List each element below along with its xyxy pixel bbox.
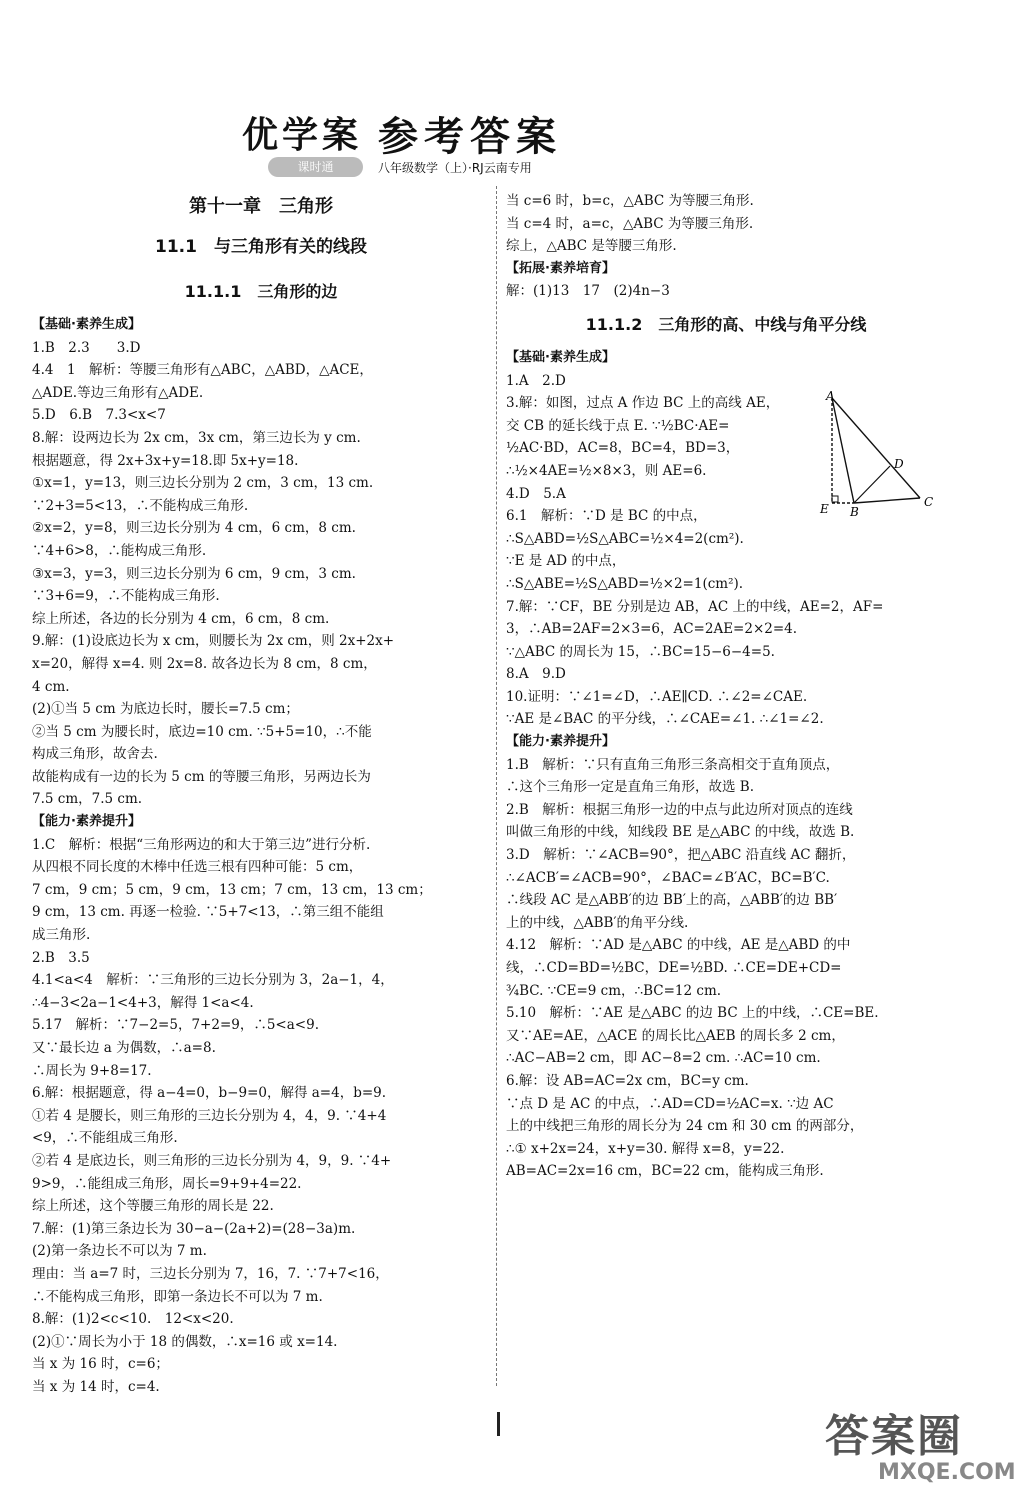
answer-line: 理由：当 a=7 时，三边长分别为 7，16，7. ∵7+7<16， (32, 1265, 389, 1282)
answer-line: ②当 5 cm 为腰长时，底边=10 cm. ∵5+5=10，∴不能 (32, 723, 372, 740)
left-answer-lines (32, 314, 490, 1399)
answer-line: ∴4−3<2a−1<4+3，解得 1<a<4. (32, 994, 254, 1011)
left-column (32, 190, 490, 1399)
watermark (800, 1400, 1016, 1490)
answer-line: 综上所述，这个等腰三角形的周长是 22. (32, 1198, 274, 1215)
watermark-url: MXQE.COM (878, 1460, 1016, 1485)
label-D: D (894, 457, 904, 471)
answer-line: 4.D 5.A (506, 485, 566, 502)
answer-line: 3，∴AB=2AF=2×3=6，AC=2AE=2×2=4. (506, 621, 798, 638)
answer-line: 叫做三角形的中线，知线段 BE 是△ABC 的中线，故选 B. (506, 824, 855, 841)
page-header (230, 105, 610, 185)
answer-line: 解：(1)13 17 (2)4n−3 (506, 283, 670, 300)
answer-line: ∵E 是 AD 的中点， (506, 553, 626, 570)
watermark-logo: 答案圈 (825, 1411, 963, 1462)
answer-line: 当 x 为 14 时，c=4. (32, 1378, 160, 1395)
answer-line: 5.D 6.B 7.3<x<7 (32, 407, 166, 424)
answer-line: 6.解：设 AB=AC=2x cm，BC=y cm. (506, 1072, 749, 1089)
answer-line: 1.B 2.3 3.D (32, 339, 141, 356)
answer-line: 上的中线把三角形的周长分为 24 cm 和 30 cm 的两部分， (506, 1118, 864, 1135)
answer-line: ∴AC−AB=2 cm，即 AC−8=2 cm. ∴AC=10 cm. (506, 1050, 821, 1067)
brand-sub-badge: 课时通 (268, 157, 363, 177)
page-title: 参考答案 (378, 114, 562, 160)
answer-line: 又∵AE=AE，△ACE 的周长比△AEB 的周长多 2 cm， (506, 1027, 845, 1044)
section-label: 【基础·素养生成】 (506, 349, 615, 365)
answer-line: ∵4+6>8，∴能构成三角形. (32, 542, 207, 559)
answer-line: 综上所述，各边的长分别为 4 cm，6 cm，8 cm. (32, 610, 330, 627)
answer-line: 3.D 解析：∵∠ACB=90°，把△ABC 沿直线 AC 翻折， (506, 847, 856, 864)
answer-line: ∴∠ACB′=∠ACB=90°，∠BAC=∠B′AC，BC=B′C. (506, 869, 830, 886)
answer-line: ∴① x+2x=24，x+y=30. 解得 x=8，y=22. (506, 1140, 785, 1157)
answer-line: 构成三角形，故舍去. (32, 746, 158, 763)
right-column (506, 190, 946, 1183)
answer-line: ①x=1，y=13，则三边长分别为 2 cm，3 cm，13 cm. (32, 475, 374, 492)
answer-line: ∴周长为 9+8=17. (32, 1062, 152, 1079)
answer-line: ∵点 D 是 AC 的中点，∴AD=CD=½AC=x. ∵边 AC (506, 1095, 834, 1112)
answer-line: ∵2+3=5<13，∴不能构成三角形. (32, 497, 249, 514)
answer-line: △ADE.等边三角形有△ADE. (32, 384, 204, 401)
answer-line: 4.4 1 解析：等腰三角形有△ABC，△ABD，△ACE， (32, 362, 373, 379)
answer-line: ∴不能构成三角形，即第一条边长不可以为 7 m. (32, 1288, 323, 1305)
page-marker (497, 1412, 500, 1436)
answer-line: x=20，解得 x=4. 则 2x=8. 故各边长为 8 cm，8 cm， (32, 655, 377, 672)
answer-line: ∵3+6=9，∴不能构成三角形. (32, 588, 220, 605)
answer-line: 当 c=6 时，b=c，△ABC 为等腰三角形. (506, 193, 754, 209)
answer-line: 10.证明：∵∠1=∠D，∴AE∥CD. ∴∠2=∠CAE. (506, 688, 808, 705)
answer-line: (2)第一条边长不可以为 7 m. (32, 1243, 207, 1260)
label-A: A (826, 389, 835, 403)
answer-line: 7 cm，9 cm；5 cm，9 cm，13 cm；7 cm，13 cm，13 cm； (32, 881, 432, 898)
label-E: E (820, 502, 829, 516)
answer-line: ∴这个三角形一定是直角三角形，故选 B. (506, 779, 755, 796)
answer-line: 3.解：如图，过点 A 作边 BC 上的高线 AE， (506, 395, 780, 412)
answer-line: ∴S△ABD=½S△ABC=½×4=2(cm²). (506, 530, 744, 547)
answer-line: 9>9，∴能组成三角形，周长=9+9+4=22. (32, 1175, 302, 1192)
answer-line: 从四根不同长度的木棒中任选三根有四种可能：5 cm， (32, 859, 363, 876)
answer-line: (2)①∵周长为小于 18 的偶数，∴x=16 或 x=14. (32, 1333, 338, 1350)
answer-line: 6.1 解析：∵D 是 BC 的中点， (506, 508, 707, 525)
answer-line: 当 c=4 时，a=c，△ABC 为等腰三角形. (506, 215, 754, 232)
section-label: 【能力·素养提升】 (32, 814, 141, 830)
answer-line: ¾BC. ∵CE=9 cm，∴BC=12 cm. (506, 982, 722, 999)
section-label: 【基础·素养生成】 (32, 317, 141, 332)
answer-line: 综上，△ABC 是等腰三角形. (506, 238, 677, 255)
answer-line: 7.解：(1)第三条边长为 30−a−(2a+2)=(28−3a)m. (32, 1220, 356, 1237)
answer-line: 当 x 为 16 时，c=6； (32, 1356, 169, 1373)
answer-line: 8.解：(1)2<c<10. 12<x<20. (32, 1311, 234, 1328)
answer-line: 根据题意，得 2x+3x+y=18.即 5x+y=18. (32, 452, 299, 469)
answer-line: 9 cm，13 cm. 再逐一检验. ∵5+7<13，∴第三组不能组 (32, 904, 384, 921)
brand-logo: 优学案 (242, 115, 363, 156)
answer-line: (2)①当 5 cm 为底边长时，腰长=7.5 cm； (32, 701, 299, 718)
answer-line: 1.B 解析：∵只有直角三角形三条高相交于直角顶点， (506, 756, 840, 773)
section-label: 【能力·素养提升】 (506, 734, 615, 750)
subsection-title-2: 11.1.2 三角形的高、中线与角平分线 (585, 314, 867, 334)
answer-line: 7.5 cm，7.5 cm. (32, 791, 143, 808)
answer-line: 1.A 2.D (506, 372, 566, 389)
label-C: C (924, 495, 934, 509)
section-title: 11.1 与三角形有关的线段 (155, 237, 367, 257)
answer-line: 6.解：根据题意，得 a−4=0，b−9=0，解得 a=4，b=9. (32, 1085, 387, 1102)
answer-line: 故能构成有一边的长为 5 cm 的等腰三角形，另两边长为 (32, 768, 371, 785)
answer-line: ∵△ABC 的周长为 15，∴BC=15−6−4=5. (506, 643, 775, 660)
answer-line: 5.17 解析：∵7−2=5，7+2=9，∴5<a<9. (32, 1017, 319, 1034)
right-top-answer-lines (506, 190, 946, 303)
answer-line: 2.B 3.5 (32, 949, 90, 966)
answer-line: ②若 4 是底边长，则三角形的三边长分别为 4，9，9. ∵4+ (32, 1152, 392, 1169)
section-label: 【拓展·素养培育】 (506, 260, 615, 276)
answer-line: 7.解：∵CF，BE 分别是边 AB，AC 上的中线，AE=2，AF= (506, 598, 884, 615)
answer-line: ∴线段 AC 是△ABB′的边 BB′上的高，△ABB′的边 BB′ (506, 892, 838, 909)
answer-line: 2.B 解析：根据三角形一边的中点与此边所对顶点的连线 (506, 801, 853, 818)
answer-line: ∴½×4AE=½×8×3，则 AE=6. (506, 462, 707, 479)
answer-line: ∵AE 是∠BAC 的平分线，∴∠CAE=∠1. ∴∠1=∠2. (506, 711, 824, 728)
answer-line: 8.A 9.D (506, 666, 566, 683)
answer-line: 上的中线，△ABB′的角平分线. (506, 914, 689, 931)
answer-line: 9.解：(1)设底边长为 x cm，则腰长为 2x cm，则 2x+2x+ (32, 633, 395, 650)
triangle-figure (812, 388, 942, 523)
answer-line: ①若 4 是腰长，则三角形的三边长分别为 4，4，9. ∵4+4 (32, 1107, 387, 1124)
answer-line: 5.10 解析：∵AE 是△ABC 的边 BC 上的中线，∴CE=BE. (506, 1005, 879, 1022)
label-B: B (850, 505, 859, 519)
answer-line: 成三角形. (32, 927, 91, 944)
chapter-title: 第十一章 三角形 (189, 196, 333, 217)
answer-line: ③x=3，y=3，则三边长分别为 6 cm，9 cm，3 cm. (32, 565, 356, 582)
answer-line: 4 cm. (32, 678, 70, 695)
answer-line: ②x=2，y=8，则三边长分别为 4 cm，6 cm，8 cm. (32, 520, 356, 537)
answer-line: <9，∴不能组成三角形. (32, 1130, 178, 1147)
answer-line: 线，∴CD=BD=½BC，DE=½BD. ∴CE=DE+CD= (506, 960, 842, 976)
answer-line: 又∵最长边 a 为偶数，∴a=8. (32, 1040, 216, 1056)
answer-line: 1.C 解析：根据“三角形两边的和大于第三边”进行分析. (32, 836, 371, 853)
answer-line: AB=AC=2x=16 cm，BC=22 cm，能构成三角形. (506, 1163, 824, 1180)
column-divider (496, 186, 498, 1386)
answer-line: 交 CB 的延长线于点 E. ∵½BC·AE= (506, 417, 730, 434)
answer-line: 8.解：设两边长为 2x cm，3x cm，第三边长为 y cm. (32, 429, 361, 446)
triangle-diagram (812, 388, 942, 523)
answer-line: 4.1<a<4 解析：∵三角形的三边长分别为 3，2a−1，4， (32, 972, 394, 989)
answer-line: 4.12 解析：∵AD 是△ABC 的中线，AE 是△ABD 的中 (506, 937, 851, 954)
answer-line: ∴S△ABE=½S△ABD=½×2=1(cm²). (506, 575, 744, 592)
answer-line: ½AC·BD，AC=8，BC=4，BD=3， (506, 440, 740, 457)
header-subtitle: 八年级数学（上）·RJ云南专用 (378, 161, 532, 175)
subsection-title: 11.1.1 三角形的边 (184, 282, 338, 301)
